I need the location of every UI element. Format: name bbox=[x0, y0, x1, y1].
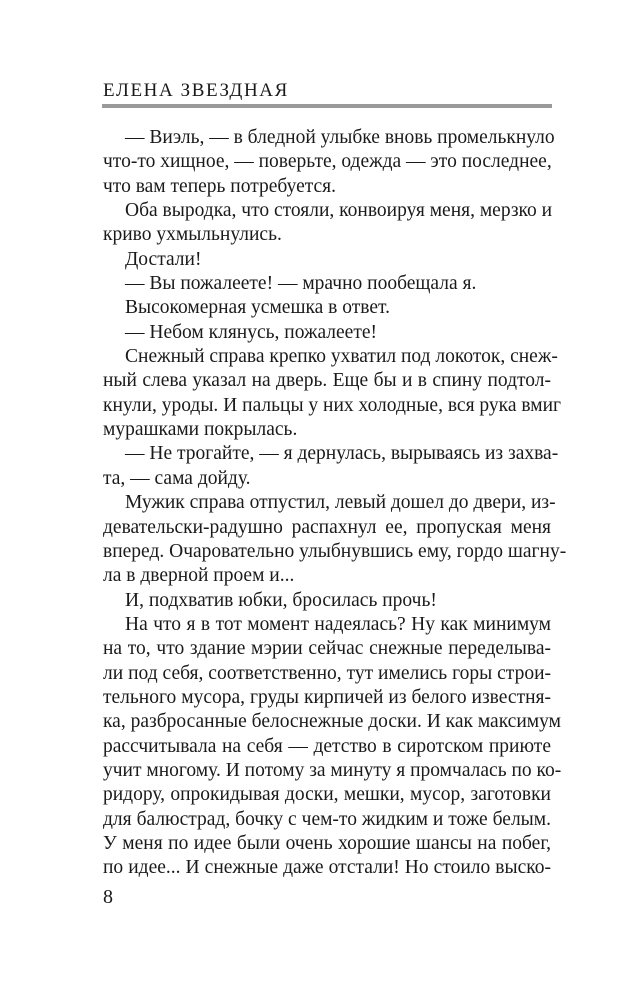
text-line: учит многому. И потому за минуту я промчалась по ко- bbox=[103, 759, 562, 781]
text-line: — Виэль, — в бледной улыбке вновь промелькнуло bbox=[125, 127, 555, 148]
text-line: — Вы пожалеете! — мрачно пообещала я. bbox=[125, 273, 477, 295]
text-line: — Небом клянусь, пожалеете! bbox=[125, 321, 377, 343]
text-line: У меня по идее были очень хорошие шансы на побег, bbox=[103, 832, 551, 854]
text-line: ный слева указал на дверь. Еще бы и в спину подтол- bbox=[103, 370, 551, 392]
text-line: Достали! bbox=[125, 248, 202, 270]
text-line: для балюстрад, бочку с чем-то жидким и тоже белым. bbox=[103, 808, 551, 830]
text-line: кнули, уроды. И пальцы у них холодные, вся рука вмиг bbox=[103, 394, 562, 416]
text-line: Оба выродка, что стояли, конвоируя меня, мерзко и bbox=[125, 200, 553, 222]
text-line: На что я в тот момент надеялась? Ну как минимум bbox=[125, 613, 551, 635]
header-rule bbox=[102, 104, 552, 108]
text-line: — Не трогайте, — я дернулась, вырываясь из захва- bbox=[125, 443, 559, 465]
text-line: что вам теперь потребуется. bbox=[103, 175, 336, 197]
text-line: ла в дверной проем и... bbox=[103, 565, 295, 587]
text-line: ли под себя, соответственно, тут имелись горы строи- bbox=[103, 662, 551, 684]
text-line: что-то хищное, — поверьте, одежда — это последнее, bbox=[103, 151, 552, 173]
text-line: криво ухмыльнулись. bbox=[103, 224, 282, 246]
text-line: Мужик справа отпустил, левый дошел до двери, из- bbox=[125, 492, 556, 514]
text-line: на то, что здание мэрии сейчас снежные переделыва- bbox=[103, 638, 551, 660]
text-line: ридору, опрокидывая доски, мешки, мусор, заготовки bbox=[103, 784, 551, 806]
page-number: 8 bbox=[103, 886, 113, 908]
text-line: вперед. Очаровательно улыбнувшись ему, гордо шагну- bbox=[103, 540, 567, 562]
text-line: та, — сама дойду. bbox=[103, 467, 251, 489]
text-line: мурашками покрылась. bbox=[103, 419, 298, 441]
text-line: по идее... И снежные даже отстали! Но стоило выско- bbox=[103, 857, 551, 879]
body-text bbox=[103, 126, 567, 881]
text-line: Снежный справа крепко ухватил под локоток, снеж- bbox=[125, 346, 558, 368]
text-line: рассчитывала на себя — детство в сиротском приюте bbox=[103, 735, 551, 757]
text-line: ка, разбросанные белоснежные доски. И как максимум bbox=[103, 711, 561, 733]
text-line: девательски-радушно распахнул ее, пропуская меня bbox=[103, 516, 551, 538]
text-line: тельного мусора, груды кирпичей из белого известня- bbox=[103, 686, 551, 708]
text-line: И, подхватив юбки, бросилась прочь! bbox=[125, 589, 437, 611]
text-line: Высокомерная усмешка в ответ. bbox=[125, 297, 390, 319]
running-head-author: ЕЛЕНА ЗВЕЗДНАЯ bbox=[103, 80, 289, 101]
